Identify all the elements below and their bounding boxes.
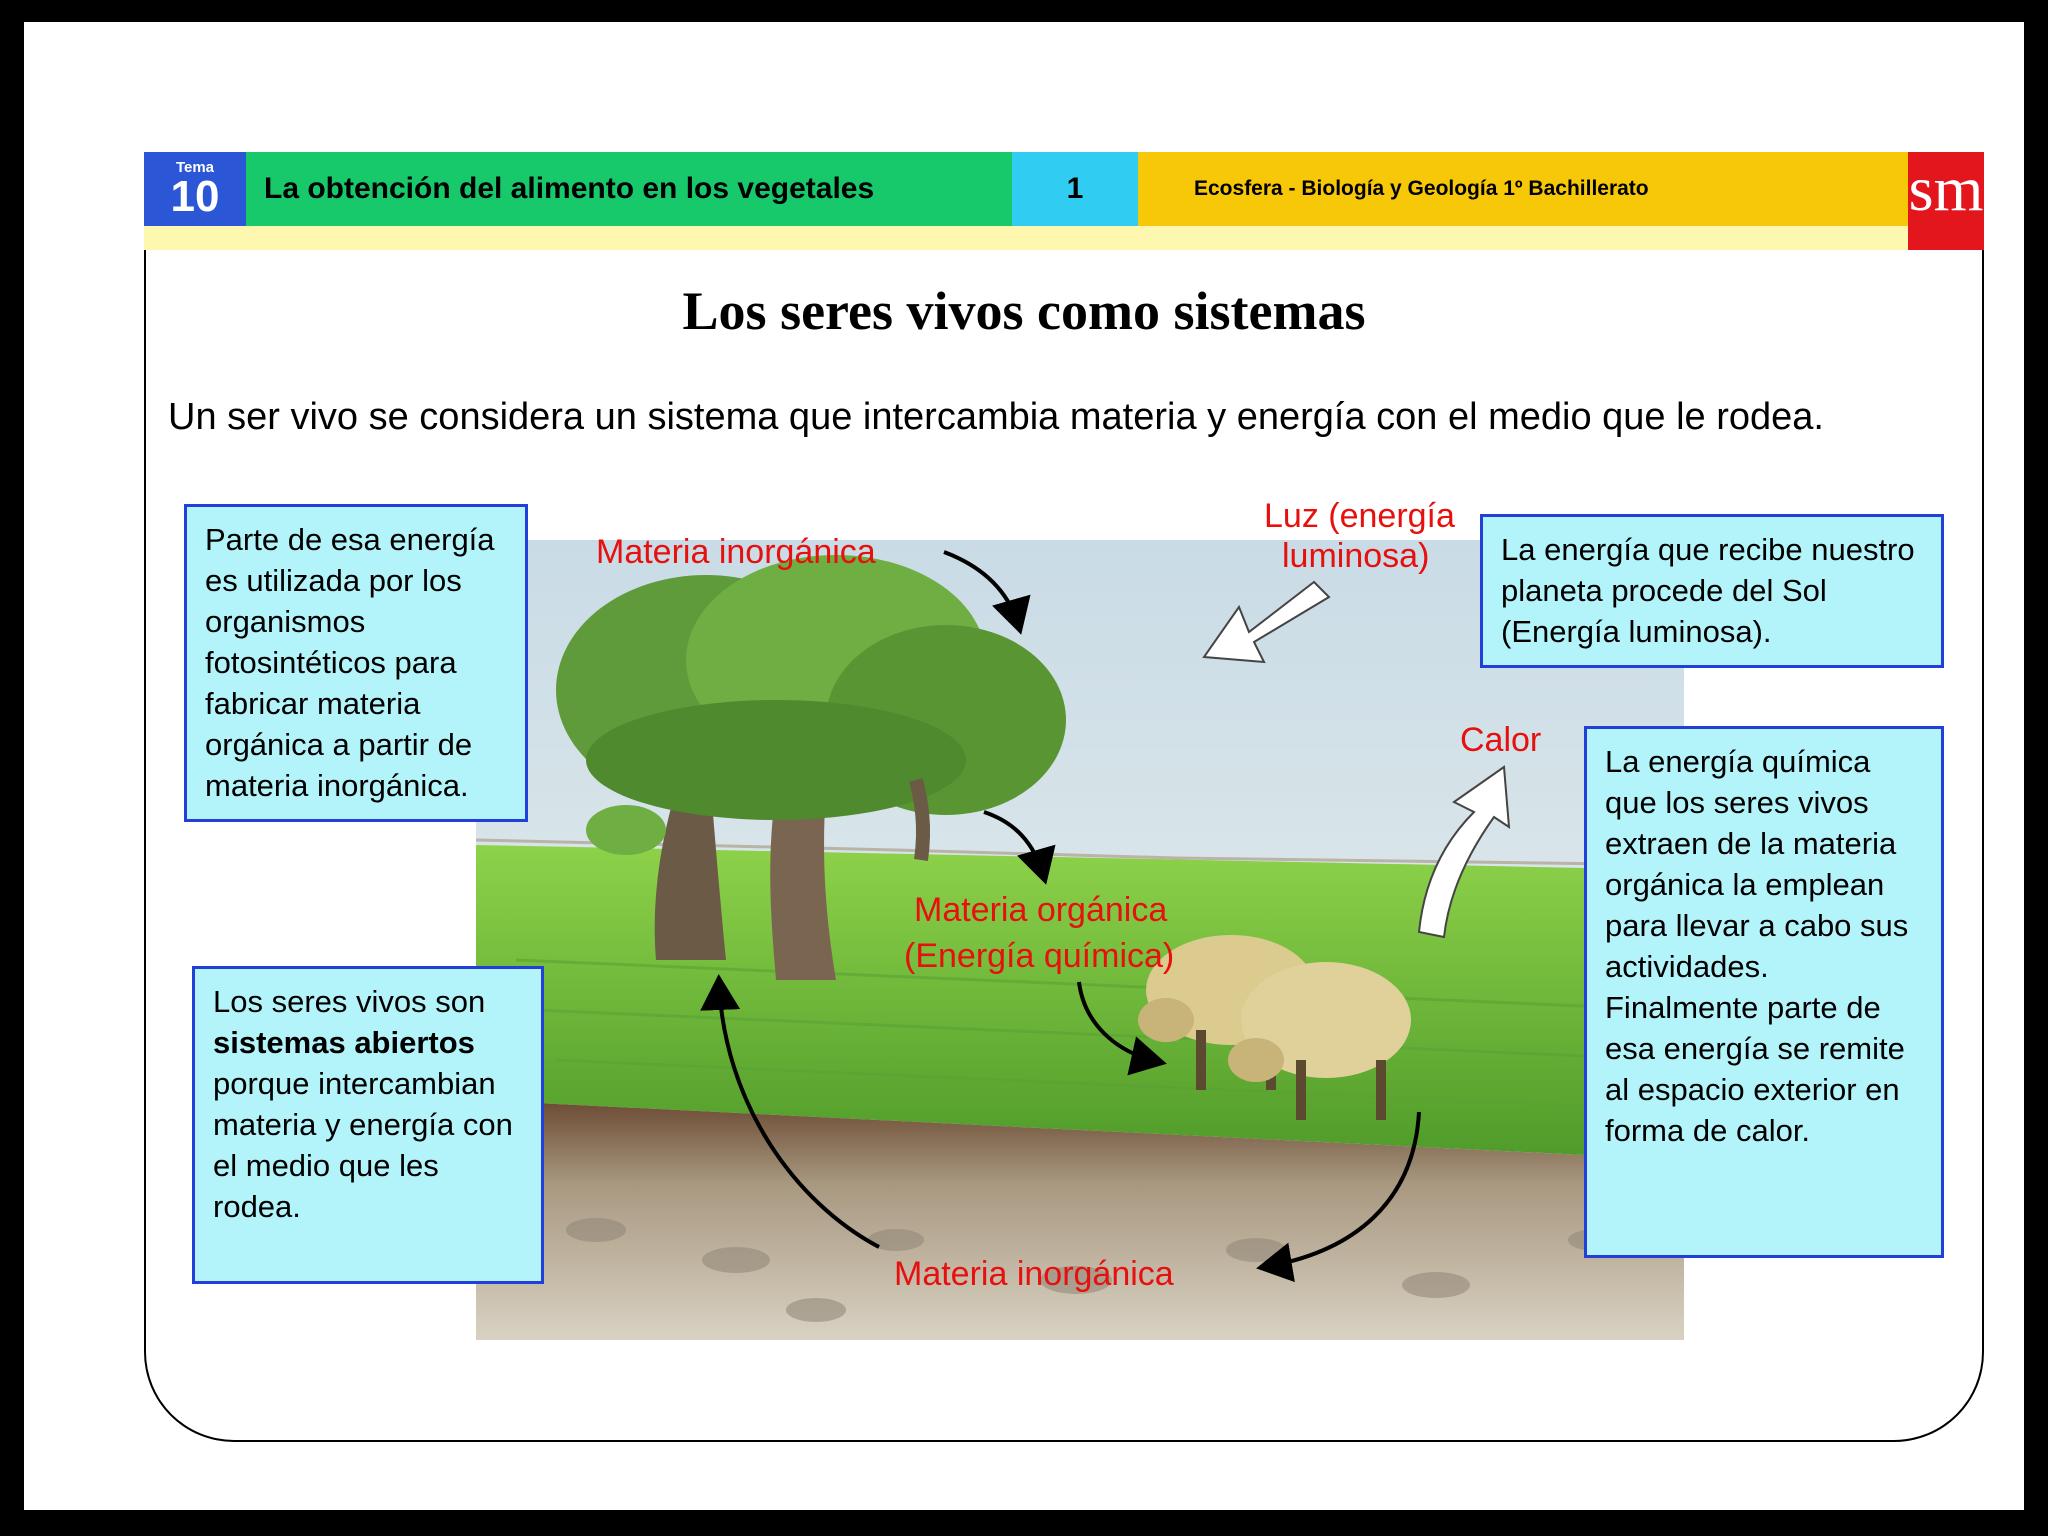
page-title: Los seres vivos como sistemas [682, 281, 1366, 341]
heat-arrow-icon [1419, 767, 1509, 937]
slide [24, 22, 2024, 1510]
open-systems-bold: sistemas abiertos [213, 1025, 475, 1060]
label-materia-inorganica-top: Materia inorgánica [596, 533, 876, 571]
info-box-chemical-energy: La energía química que los seres vivos extraen de la materia orgánica la emplean para llevar a cabo sus actividades. Finalmente parte de esa energía se remite al espacio exterior en forma de calor. [1584, 726, 1944, 1258]
info-box-photosynthesis: Parte de esa energía es utilizada por los organismos fotosintéticos para fabricar materia orgánica a partir de materia inorgánica. [184, 504, 528, 822]
label-calor: Calor [1460, 721, 1542, 759]
label-materia-organica-1: Materia orgánica [914, 891, 1168, 929]
label-materia-inorganica-bottom: Materia inorgánica [894, 1255, 1174, 1293]
arrow-icon [944, 552, 1019, 627]
sm-logo: sm [1908, 152, 1984, 250]
open-systems-text-2: porque intercambian materia y energía con el medio que les rodea. [213, 1066, 513, 1224]
page-number: 1 [1012, 152, 1138, 226]
label-luz-1: Luz (energía [1264, 497, 1455, 535]
info-box-open-systems [192, 966, 544, 1284]
arrow-icon [1079, 982, 1159, 1062]
arrow-icon [719, 982, 879, 1247]
tema-label: Tema [175, 159, 215, 176]
light-arrow-icon [1204, 582, 1329, 662]
info-box-sun-energy: La energía que recibe nuestro planeta procede del Sol (Energía luminosa). [1480, 514, 1944, 668]
course-title: Ecosfera - Biología y Geología 1º Bachillerato [1138, 152, 1908, 226]
topic-title: La obtención del alimento en los vegetales [246, 152, 1012, 226]
arrow-icon [1264, 1112, 1419, 1267]
arrow-icon [984, 812, 1044, 877]
intro-text: Un ser vivo se considera un sistema que intercambia materia y energía con el medio que le rodea. [168, 396, 1824, 438]
open-systems-text-1: Los seres vivos son [213, 984, 486, 1019]
label-materia-organica-2: (Energía química) [904, 937, 1175, 975]
tema-number: 10 [170, 172, 220, 221]
label-luz-2: luminosa) [1282, 537, 1430, 575]
